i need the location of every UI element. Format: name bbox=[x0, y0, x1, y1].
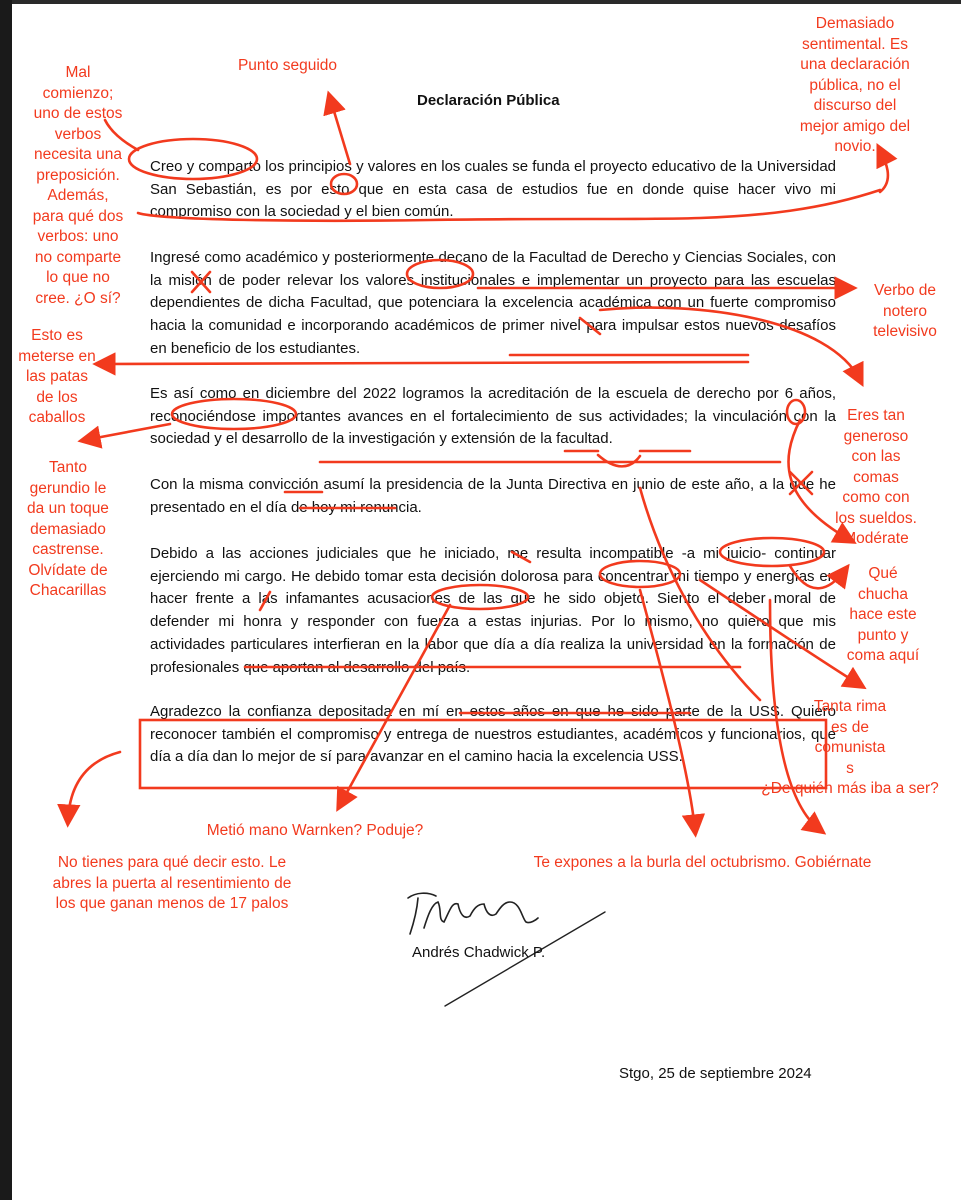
paragraph-1: Creo y comparto los principios y valores en los cuales se funda el proyecto educativo de la Universidad San Sebastián, es por esto que en esta casa de estudios fue en donde quise hacer vivo mi compromiso con la sociedad y el bien común. bbox=[150, 158, 836, 221]
circle-semicolon bbox=[787, 400, 805, 424]
note-tanta-rima: Tanta rima es de comunista s ¿De quién más iba a ser? bbox=[761, 698, 939, 797]
note-warnken: Metió mano Warnken? Poduje? bbox=[206, 822, 424, 839]
box-agradecimiento bbox=[140, 720, 826, 788]
paragraph-3: Es así como en diciembre del 2022 logramos la acreditación de la escuela de derecho por 6 años, reconociéndose importantes avances en el fortalecimiento de sus actividades; la vinculación con la sociedad y el desarrollo de la investigación y extensión de la facultad. bbox=[150, 385, 836, 448]
paragraph-6: Agradezco la confianza depositada en mí en estos años en que he sido parte de la USS. Quiero reconocer también el compromiso y entrega de nuestros estudiantes, académicos y funcionarios, que día a día dan lo mejor de sí para avanzar en el camino hacia la excelencia USS. bbox=[150, 703, 836, 766]
arrow-octubrismo bbox=[640, 590, 695, 830]
arrow-comunidad bbox=[600, 308, 860, 380]
arrow-punto-seguido bbox=[330, 98, 350, 164]
arrow-patas-caballos bbox=[100, 362, 748, 364]
note-generoso-comas: Eres tan generoso con las comas como con los sueldos. Modérate bbox=[835, 407, 917, 547]
note-tanto-gerundio: Tanto gerundio le da un toque demasiado castrense. Olvídate de Chacarillas bbox=[27, 459, 109, 599]
mark-e-1 bbox=[580, 318, 600, 334]
circle-reconociendose bbox=[172, 399, 296, 429]
mark-energias bbox=[260, 592, 270, 610]
paragraph-4: Con la misma convicción asumí la presidencia de la Junta Directiva en junio de este año, a la que he presentado en el día de hoy mi renuncia. bbox=[150, 476, 836, 516]
signature-name: Andrés Chadwick P. bbox=[412, 944, 546, 961]
rima-link bbox=[598, 455, 640, 466]
note-punto-seguido: Punto seguido bbox=[237, 57, 338, 74]
mark-comma-2 bbox=[512, 552, 530, 562]
circle-comma-1 bbox=[331, 174, 357, 194]
note-no-tienes: No tienes para qué decir esto. Le abres la puerta al resentimiento de los que ganan menos de 17 palos bbox=[52, 854, 292, 912]
underline-bien-comun bbox=[138, 190, 880, 221]
circle-creo-comparto bbox=[129, 139, 257, 179]
document-title: Declaración Pública bbox=[417, 92, 560, 109]
note-octubrismo: Te expones a la burla del octubrismo. Gobiérnate bbox=[533, 854, 872, 871]
note-mal-comienzo: Mal comienzo; uno de estos verbos necesita una preposición. Además, para qué dos verbos: uno no comparte lo que no cree. ¿O sí? bbox=[32, 64, 124, 307]
circle-relevar bbox=[407, 260, 473, 288]
note-verbo-notero: Verbo de notero televisivo bbox=[873, 282, 937, 340]
circle-a-mi-juicio bbox=[720, 538, 824, 566]
note-meterse-patas: Esto es meterse en las patas de los caballos bbox=[18, 327, 96, 426]
circle-infamantes bbox=[432, 585, 528, 609]
note-que-chucha: Qué chucha hace este punto y coma aquí bbox=[846, 565, 920, 664]
document-date: Stgo, 25 de septiembre 2024 bbox=[619, 1065, 812, 1082]
arrow-warnken bbox=[340, 605, 450, 805]
paragraph-5: Debido a las acciones judiciales que he iniciado, me resulta incompatible -a mi juicio- continuar ejerciendo mi cargo. He debido tomar esta decisión dolorosa para concentrar mi tiempo y energías en hacer frente a las infamantes acusaciones de las que he sido objeto. Siento el deber moral de defender mi honra y responder con fuerza a estas injurias. Por lo mismo, no quiero que mis actividades particulares interfieran en la labor que día a día realiza la universidad en la formación de profesionales que aportan al desarrollo del país. bbox=[150, 545, 836, 676]
note-demasiado-sentimental: Demasiado sentimental. Es una declaración pública, no el discurso del mejor amigo del novio. bbox=[799, 15, 911, 155]
paragraph-2: Ingresé como académico y posteriormente decano de la Facultad de Derecho y Ciencias Sociales, con la misión de poder relevar los valores institucionales e implementar un proyecto para las escuelas dependientes de dicha Facultad, que potenciara la excelencia académica con un fuerte compromiso hacia la comunidad e incorporando académicos de primer nivel para impulsar estos nuevos desafíos en beneficio de los estudiantes. bbox=[150, 249, 836, 357]
arrow-no-tienes bbox=[68, 752, 120, 820]
